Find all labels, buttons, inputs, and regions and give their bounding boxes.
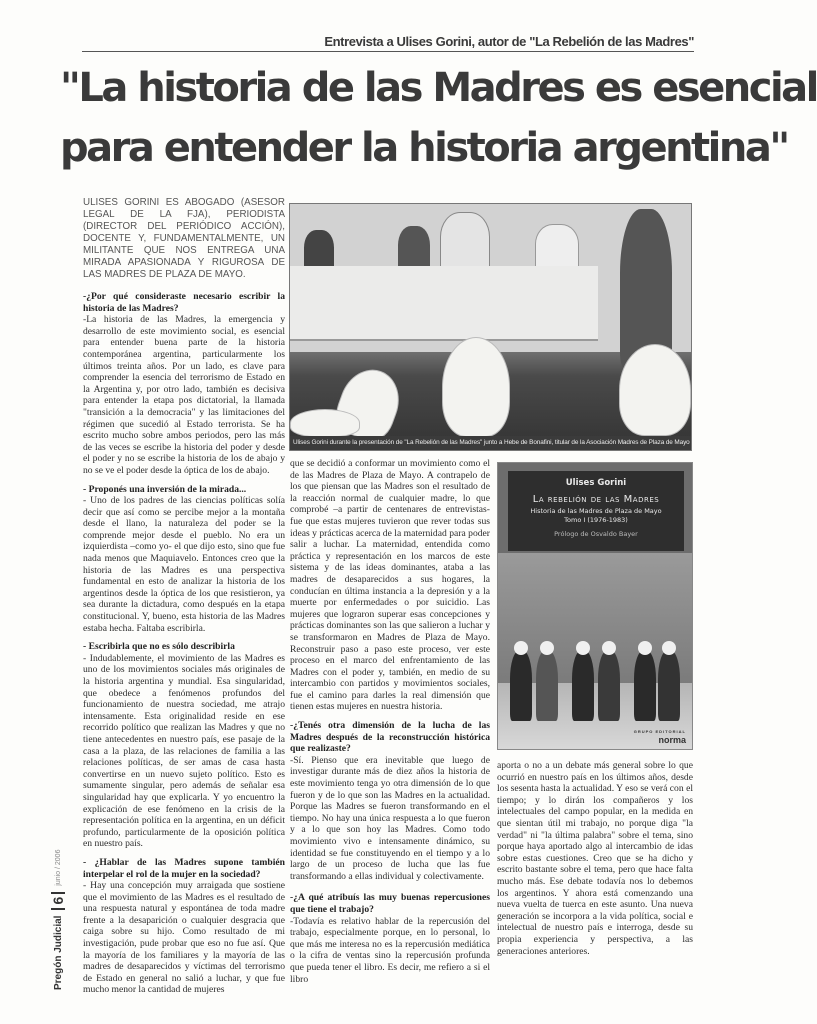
book-subtitle: Historia de las Madres de Plaza de Mayo [530, 507, 662, 515]
column-1 [83, 197, 285, 996]
headline [60, 58, 817, 178]
issue-date: junio / 2006 [54, 849, 62, 886]
book-cover-mother-figure [634, 651, 656, 721]
photo-person-speaker [440, 212, 490, 274]
book-author: Ulises Gorini [565, 478, 627, 488]
answer-6-part-1: -Todavía es relativo hablar de la repercusión del trabajo, especialmente porque, en lo personal, lo que más me interesa no es la repercusión mediática o la cifra de ventas sino la repercusión profunda que pueda tener el libro. Es decir, me refiero a si el libro [290, 915, 490, 985]
photo-white-scarf [290, 409, 360, 437]
book-title-box [508, 471, 684, 551]
lead-paragraph: ULISES GORINI ES ABOGADO (ASESOR LEGAL DE LA FJA), PERIODISTA (DIRECTOR DEL PERIÓDICO ACCIÓN), DOCENTE Y, FUNDAMENTALMENTE, UN MILITANTE QUE NOS ENTREGA UNA MIRADA APASIONADA Y RIGUROSA DE LAS MADRES DE PLAZA DE MAYO. [83, 197, 285, 280]
answer-4-part-1: - Hay una concepción muy arraigada que sostiene que el movimiento de las Madres es el resultado de una respuesta natural y espontánea de toda madre frente a la desaparición o cualquier desgracia que caiga sobre su hijo. Como resultado de mi investigación, pude probar que eso no fue así. Que la mayoría de los familiares y la mayoría de las madres de desaparecidos y víctimas del terrorismo de Estado en general no salió a luchar, y que fue mucho menor la cantidad de mujeres [83, 880, 285, 996]
answer-2: - Uno de los padres de las ciencias políticas solía decir que así como se percibe mejor a la montaña desde el llano, la naturaleza del poder se la comprende mejor desde el pueblo. No era un izquierdista –como yo- el que dijo esto, sino que fue nada menos que Maquiavelo. Entonces creo que la historia de las Madres es una perspectiva fundamental en esto de analizar la historia de los argentinos desde la óptica de los que resistieron, ya sea durante la dictadura, como después en la etapa constitucional. Y, bueno, esta historia de las Madres estaba hecha. Faltaba escribirla. [83, 495, 285, 634]
book-cover-mother-figure [510, 651, 532, 721]
question-3: - Escribirla que no es sólo describirla [83, 641, 235, 653]
article-kicker: Entrevista a Ulises Gorini, autor de "La Rebelión de las Madres" [324, 34, 694, 49]
book-title: La rebelión de las Madres [532, 494, 660, 505]
question-1: -¿Por qué consideraste necesario escribir la historia de las Madres? [83, 291, 285, 314]
answer-3: - Indudablemente, el movimiento de las Madres es uno de los movimientos sociales más originales de la historia argentina y mundial. Esa singularidad, que obedece a fenómenos profundos del funcionamiento de nuestra sociedad, me atrajo intensamente. Esta originalidad reside en ese recorrido político que realizan las Madres y que no tiene antecedentes en nuestro país, ese pasaje de la casa a la plaza, de las relaciones de familia a las relaciones políticas, de ser amas de casa hasta convertirse en un nuevo sujeto político. Esto es sumamente singular, pero además de señalar esa singularidad hay que explicarla. Y yo encuentro la explicación de ese fenómeno en la crisis de la representación política en la argentina, en un déficit profundo, particularmente de la oposición política en nuestro país. [83, 652, 285, 850]
headline-line-1: "La historia de las Madres es esencial [60, 65, 817, 111]
column-3 [497, 760, 693, 957]
book-cover-mother-figure [536, 651, 558, 721]
photo-caption: Ulises Gorini durante la presentación de "La Rebelión de las Madres" junto a Hebe de Bonafini, titular de la Asociación Madres de Plaza de Mayo [290, 436, 691, 450]
question-4: - ¿Hablar de las Madres supone también interpelar el rol de la mujer en la sociedad? [83, 856, 285, 880]
answer-1: -La historia de las Madres, la emergencia y desarrollo de este movimiento social, es esencial para entender buena parte de la historia contemporánea argentina, particularmente los últimos treinta años. Por un lado, es clave para comprender la esencia del terrorismo de Estado en la Argentina y, por otro lado, también es decisiva para entender la etapa pos dictatorial, la llamada "transición a la democracia" y las limitaciones del régimen que sucedió al Estado terrorista. Se ha escrito mucho sobre ambos periodos, pero las más de las veces se escribe la historia del poder y desde el poder y no se escribe la historia de los de abajo y no se ve el poder desde la óptica de los de abajo. [83, 314, 285, 476]
question-5: -¿Tenés otra dimensión de la lucha de las Madres después de la reconstrucción histórica que realizaste? [290, 720, 490, 755]
book-volume: Tomo I (1976-1983) [564, 516, 628, 524]
column-2 [290, 458, 490, 985]
book-cover-mother-figure [598, 651, 620, 721]
headline-line-2: para entender la historia argentina" [60, 125, 788, 171]
answer-4-part-2: que se decidió a conformar un movimiento como el de las Madres de Plaza de Mayo. A contrapelo de los que piensan que las Madres son el resultado de la reacción normal de cualquier madre, lo que comprobé –a partir de centenares de entrevistas- fue que estas mujeres tuvieron que rever todas sus ideas y prácticas acerca de la maternidad para poder salir a luchar. La maternidad, entendida como práctica y representación en los marcos de este sistema y de las ideas dominantes, ataba a las madres de desaparecidos a sus hogares, la conducían en última instancia a la depresión y a la muerte por enfermedades o por suicidio. Las mujeres que lograron superar esas concepciones y prácticas dominantes son las que salieron a luchar y se transformaron en Madres de Plaza de Mayo. Reconstruir paso a paso este proceso, ver este proceso en el marco del enfrentamiento de las Madres con el poder y, también, en medio de su intercambio con partidos y movimientos sociales, fue el camino para darles la real dimensión que tienen estas mujeres en nuestra historia. [290, 458, 490, 713]
page-number: 6 [51, 892, 65, 910]
book-cover-mother-figure [572, 651, 594, 721]
question-6: -¿A qué atribuís las muy buenas repercusiones que tiene el trabajo? [290, 892, 490, 915]
publication-name: Pregón Judicial [52, 915, 64, 990]
photo-white-scarf [619, 344, 691, 436]
book-cover [497, 462, 693, 750]
answer-5: -Sí. Pienso que era inevitable que luego de investigar durante más de diez años la historia de este movimiento tenga yo otra dimensión de lo que fueron y de lo que son las Madres en la actualidad. Porque las Madres se fueron transformando en el tiempo. No hay una única respuesta a lo que fueron y a lo que son hoy las Madres. Como todo movimiento vivo e intensamente dinámico, su identidad se fue constituyendo en el tiempo y a lo largo de un proceso de lucha que las fue transformando a ellas individual y colectivamente. [290, 754, 490, 882]
question-2: - Proponés una inversión de la mirada... [83, 483, 247, 495]
book-cover-mother-figure [658, 651, 680, 721]
publisher-logo: GRUPO EDITORIAL norma [633, 729, 686, 745]
page-folio [48, 810, 68, 990]
book-prologue: Prólogo de Osvaldo Bayer [554, 530, 638, 538]
answer-6-part-2: aporta o no a un debate más general sobre lo que ocurrió en nuestro país en los últimos años, desde los sesenta hasta la actualidad. Y eso se verá con el tiempo; y lo dirán los compañeros y los intelectuales del campo popular, en la medida en que sientan útil mi trabajo, no porque diga "la verdad" ni "la última palabra" sobre el tema, sino porque haya aportado algo al intercambio de idas sobre estas cuestiones. Creo que se ha dicho y escrito bastante sobre el tema, pero que hace falta mucho más. Ese debate todavía nos lo debemos los argentinos. Y ahora está comenzando una nueva vuelta de tuerca en este asunto. Una nueva generación se incorpora a la vida política, social e intelectual de nuestro país e interroga, desde su propia experiencia y perspectiva, a las generaciones anteriores. [497, 760, 693, 957]
event-photo [289, 203, 692, 451]
kicker-rule [82, 51, 694, 52]
photo-table [290, 266, 598, 341]
photo-white-scarf [442, 337, 510, 437]
